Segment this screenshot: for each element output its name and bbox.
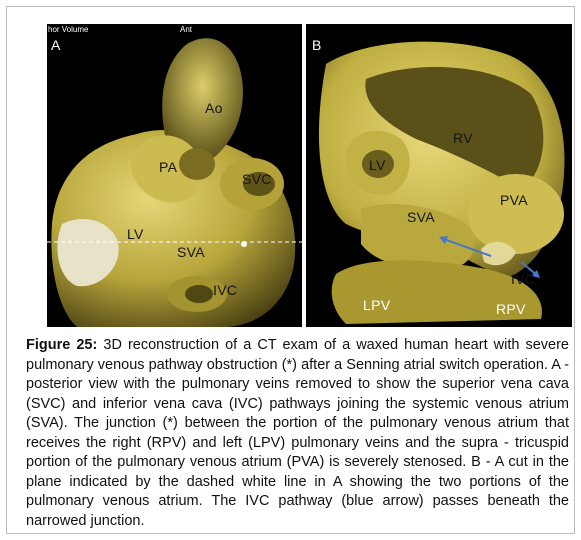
label-pva: PVA — [500, 192, 528, 208]
label-lv-b: LV — [369, 157, 386, 173]
label-ao: Ao — [205, 100, 223, 116]
label-rv: RV — [453, 130, 473, 146]
label-ivc-a: IVC — [213, 282, 238, 298]
figure-box — [6, 6, 575, 534]
label-lv-a: LV — [127, 226, 144, 242]
figure-panels — [47, 24, 572, 327]
label-lpv: LPV — [363, 297, 391, 313]
panel-b-letter: B — [312, 37, 322, 53]
panel-b-image — [306, 24, 572, 327]
label-svc: SVC — [242, 171, 272, 187]
label-ivc-b: IVC — [511, 271, 536, 287]
panel-a-overlay-left: hor Volume — [48, 25, 89, 34]
figure-caption-text: 3D reconstruction of a CT exam of a waxed human heart with severe pulmonary venous pathway obstruction (*) after a Senning atrial switch operation. A - posterior view with the pulmonary veins removed to show the superior vena cava (SVC) and inferior vena cava (IVC) pathways joining the systemic venous atrium (SVA). The junction (*) between the portion of the pulmonary venous atrium that receives the right (RPV) and left (LPV) pulmonary veins and the supra - tricuspid portion of the pulmonary venous atrium (PVA) is severely stenosed. B - A cut in the plane indicated by the dashed white line in A showing the two portions of the pulmonary venous atrium. The IVC pathway (blue arrow) passes beneath the narrowed junction. — [26, 337, 569, 529]
figure-label: Figure 25: — [26, 337, 98, 353]
label-rpv: RPV — [496, 301, 526, 317]
label-sva-b: SVA — [407, 209, 435, 225]
panel-a-image — [47, 24, 302, 327]
figure-caption — [26, 336, 569, 531]
label-pa: PA — [159, 159, 178, 175]
panel-a-overlay-right: Ant — [180, 25, 193, 34]
label-sva-a: SVA — [177, 244, 205, 260]
panel-a-letter: A — [51, 37, 61, 53]
